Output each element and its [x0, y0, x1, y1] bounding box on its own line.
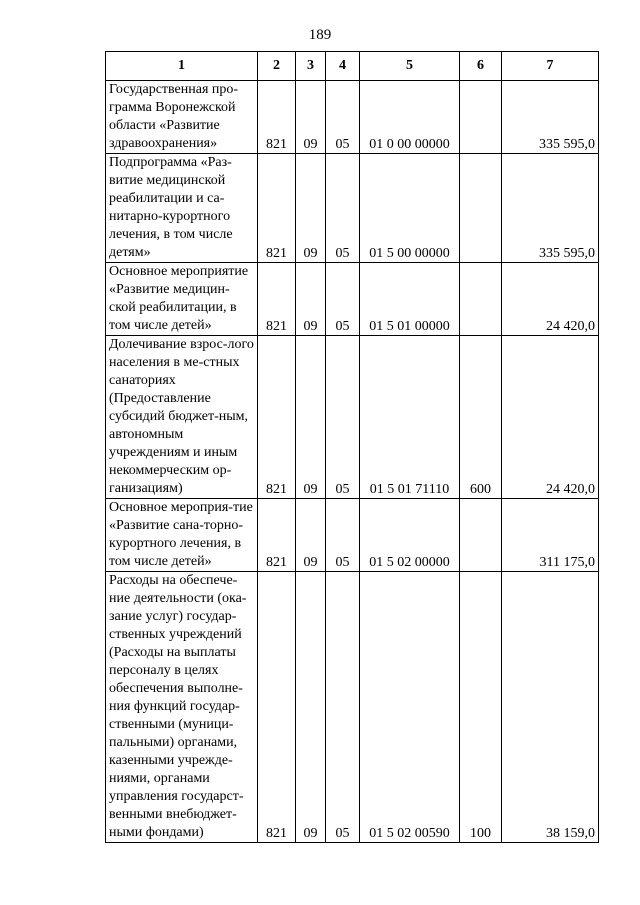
table-row: [106, 154, 599, 263]
row-code-target: 01 5 02 00590: [360, 572, 460, 843]
row-code-target: 01 5 00 00000: [360, 154, 460, 263]
row-code-target: 01 5 01 00000: [360, 263, 460, 336]
row-amount: 335 595,0: [502, 154, 599, 263]
row-code-expense-type: [460, 154, 502, 263]
row-code-section: 09: [296, 81, 326, 154]
header-col-3: 3: [296, 52, 326, 81]
row-code-expense-type: 100: [460, 572, 502, 843]
row-code-section: 09: [296, 336, 326, 499]
row-amount: 24 420,0: [502, 336, 599, 499]
row-amount: 335 595,0: [502, 81, 599, 154]
row-name: Расходы на обеспече-ние деятельности (ока-зание услуг) государ-ственных учреждений (Расходы на выплаты персоналу в целях обеспечения выполне-ния функций государ-ственными (муници-пальными) органами, казенными учрежде-ниями, органами управления государст-венными внебюджет-ными фондами): [106, 572, 258, 843]
row-code-subsection: 05: [326, 81, 360, 154]
row-code-target: 01 0 00 00000: [360, 81, 460, 154]
row-code-expense-type: [460, 81, 502, 154]
header-col-7: 7: [502, 52, 599, 81]
table-row: [106, 336, 599, 499]
row-name: Государственная про-грамма Воронежской области «Развитие здравоохранения»: [106, 81, 258, 154]
row-code-subsection: 05: [326, 263, 360, 336]
row-amount: 38 159,0: [502, 572, 599, 843]
row-code-target: 01 5 02 00000: [360, 499, 460, 572]
row-code-section: 09: [296, 499, 326, 572]
table-row: [106, 572, 599, 843]
row-code-section: 09: [296, 263, 326, 336]
table-header-row: [106, 52, 599, 81]
header-col-5: 5: [360, 52, 460, 81]
row-code-grbs: 821: [258, 263, 296, 336]
row-code-subsection: 05: [326, 154, 360, 263]
row-code-expense-type: [460, 263, 502, 336]
row-code-subsection: 05: [326, 572, 360, 843]
row-code-section: 09: [296, 154, 326, 263]
budget-table: [105, 51, 599, 843]
row-code-subsection: 05: [326, 499, 360, 572]
row-code-expense-type: [460, 499, 502, 572]
row-code-grbs: 821: [258, 336, 296, 499]
row-code-grbs: 821: [258, 499, 296, 572]
table-row: [106, 81, 599, 154]
row-code-target: 01 5 01 71110: [360, 336, 460, 499]
table-row: [106, 499, 599, 572]
row-code-section: 09: [296, 572, 326, 843]
row-amount: 311 175,0: [502, 499, 599, 572]
header-col-2: 2: [258, 52, 296, 81]
row-code-expense-type: 600: [460, 336, 502, 499]
row-code-grbs: 821: [258, 81, 296, 154]
header-col-4: 4: [326, 52, 360, 81]
row-name: Подпрограмма «Раз-витие медицинской реабилитации и са-нитарно-курортного лечения, в том числе детям»: [106, 154, 258, 263]
page-number: 189: [308, 27, 332, 43]
table-row: [106, 263, 599, 336]
row-code-subsection: 05: [326, 336, 360, 499]
row-code-grbs: 821: [258, 154, 296, 263]
row-name: Основное мероприя-тие «Развитие сана-торно-курортного лечения, в том числе детей»: [106, 499, 258, 572]
row-name: Долечивание взрос-лого населения в ме-стных санаториях (Предоставление субсидий бюджет-ным, автономным учреждениям и иным некоммерческим ор-ганизациям): [106, 336, 258, 499]
header-col-6: 6: [460, 52, 502, 81]
row-name: Основное мероприятие «Развитие медицин-ской реабилитации, в том числе детей»: [106, 263, 258, 336]
row-amount: 24 420,0: [502, 263, 599, 336]
row-code-grbs: 821: [258, 572, 296, 843]
header-col-1: 1: [106, 52, 258, 81]
